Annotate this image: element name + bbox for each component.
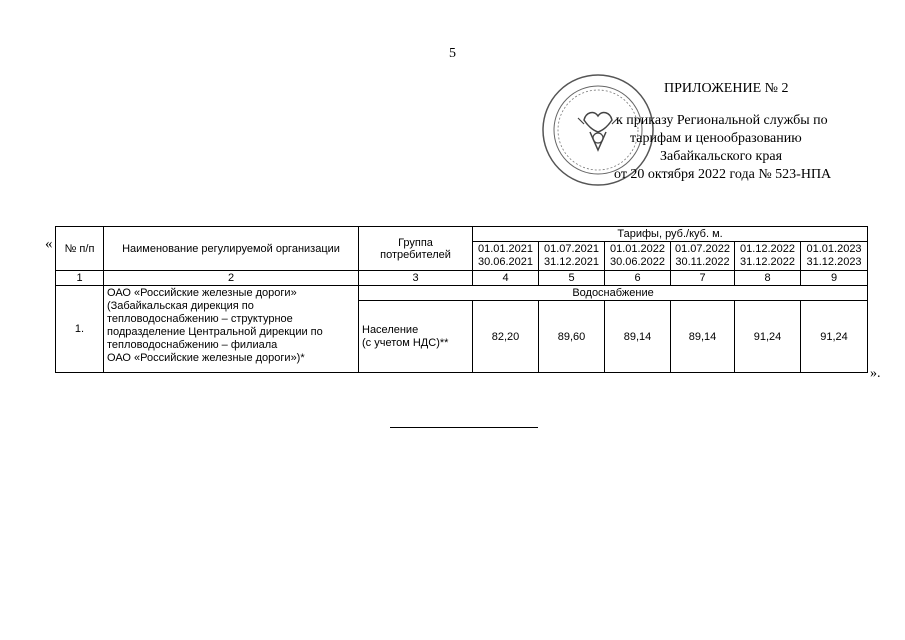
tariff-value: 89,14 [671,301,735,373]
tariff-value: 89,14 [605,301,671,373]
period-6: 01.01.2023 31.12.2023 [801,242,868,271]
tariff-value: 82,20 [473,301,539,373]
appendix-line-2: тарифам и ценообразованию [630,131,802,146]
appendix-line-4: от 20 октября 2022 года № 523-НПА [614,167,832,182]
period-1: 01.01.2021 30.06.2021 [473,242,539,271]
period-3: 01.01.2022 30.06.2022 [605,242,671,271]
col-number: 3 [359,271,473,286]
footnote-separator [390,427,538,428]
page-number: 5 [449,46,456,61]
tariff-value: 89,60 [539,301,605,373]
tariff-table [55,226,868,373]
col-number: 9 [801,271,868,286]
header-group: Группа потребителей [359,227,473,271]
org-name: ОАО «Российские железные дороги» (Забайкальская дирекция по тепловодоснабжению – структурное подразделение Центральной дирекции по тепловодоснабжению – филиала ОАО «Российские железные дороги»)* [104,286,359,373]
tariff-value: 91,24 [801,301,868,373]
col-number: 6 [605,271,671,286]
appendix-line-1: к приказу Региональной службы по [616,113,828,128]
col-number: 2 [104,271,359,286]
col-number: 7 [671,271,735,286]
closing-quote: ». [870,366,881,381]
consumer-group: Население (с учетом НДС)** [359,301,473,373]
header-org: Наименование регулируемой организации [104,227,359,271]
period-4: 01.07.2022 30.11.2022 [671,242,735,271]
col-number: 1 [56,271,104,286]
section-title: Водоснабжение [359,286,868,301]
col-number: 4 [473,271,539,286]
col-number: 8 [735,271,801,286]
opening-quote: « [45,236,53,252]
period-5: 01.12.2022 31.12.2022 [735,242,801,271]
appendix-title: ПРИЛОЖЕНИЕ № 2 [664,81,789,96]
row-number: 1. [56,286,104,373]
col-number: 5 [539,271,605,286]
header-num: № п/п [56,227,104,271]
period-2: 01.07.2021 31.12.2021 [539,242,605,271]
tariff-value: 91,24 [735,301,801,373]
header-tariffs: Тарифы, руб./куб. м. [473,227,868,242]
appendix-line-3: Забайкальского края [660,149,783,164]
